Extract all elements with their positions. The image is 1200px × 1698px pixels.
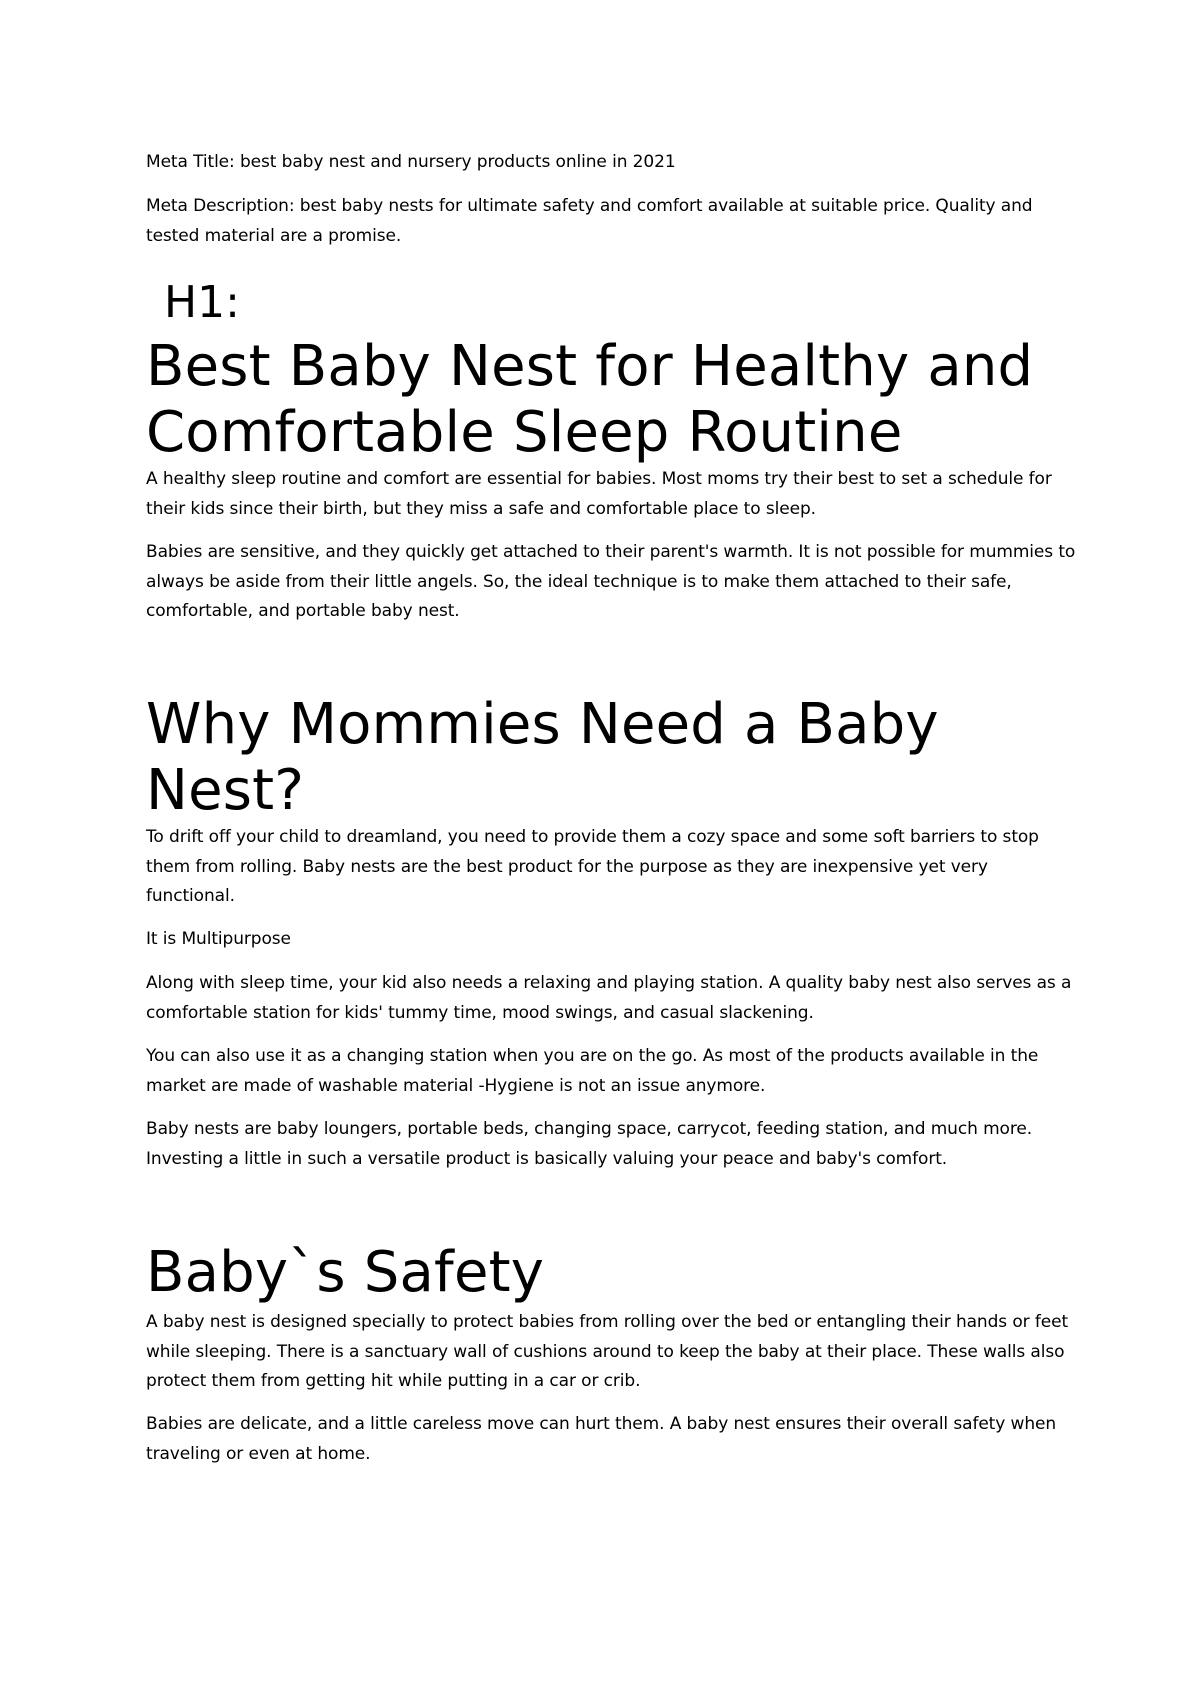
intro-paragraph-2: Babies are sensitive, and they quickly get attached to their parent's warmth. It is not possible for mummies to always be aside from their little angels. So, the ideal technique is to make them attached to their safe, comfortable, and portable baby nest. [146,542,1076,621]
safety-paragraph-2: Babies are delicate, and a little careless move can hurt them. A baby nest ensures their overall safety when traveling or even at home. [146,1414,1057,1464]
why-paragraph-3: You can also use it as a changing station when you are on the go. As most of the products available in the market are made of washable material -Hygiene is not an issue anymore. [146,1046,1039,1096]
h1-label: H1: [164,277,240,328]
meta-description: Meta Description: best baby nests for ultimate safety and comfort available at suitable price. Quality and tested material are a promise. [146,196,1033,246]
why-paragraph-2: Along with sleep time, your kid also needs a relaxing and playing station. A quality baby nest also serves as a comfortable station for kids' tummy time, mood swings, and casual slackening. [146,973,1072,1023]
intro-paragraph-1: A healthy sleep routine and comfort are essential for babies. Most moms try their best to set a schedule for their kids since their birth, but they miss a safe and comfortable place to sleep. [146,469,1052,519]
why-subheading-multipurpose: It is Multipurpose [146,929,291,949]
heading-why-mommies: Why Mommies Need a Baby Nest? [146,692,939,823]
safety-paragraph-1: A baby nest is designed specially to protect babies from rolling over the bed or entangling their hands or feet while sleeping. There is a sanctuary wall of cushions around to keep the baby at their place. These walls also protect them from getting hit while putting in a car or crib. [146,1312,1069,1391]
heading-baby-safety: Baby`s Safety [146,1240,545,1305]
meta-title: Meta Title: best baby nest and nursery products online in 2021 [146,152,676,172]
why-paragraph-1: To drift off your child to dreamland, you need to provide them a cozy space and some soft barriers to stop them from rolling. Baby nests are the best product for the purpose as they are inexpensive yet very functional. [146,827,1039,906]
heading-best-baby-nest: Best Baby Nest for Healthy and Comfortable Sleep Routine [146,334,1034,465]
why-paragraph-4: Baby nests are baby loungers, portable beds, changing space, carrycot, feeding station, and much more. Investing a little in such a versatile product is basically valuing your peace and baby's comfort. [146,1119,1033,1169]
